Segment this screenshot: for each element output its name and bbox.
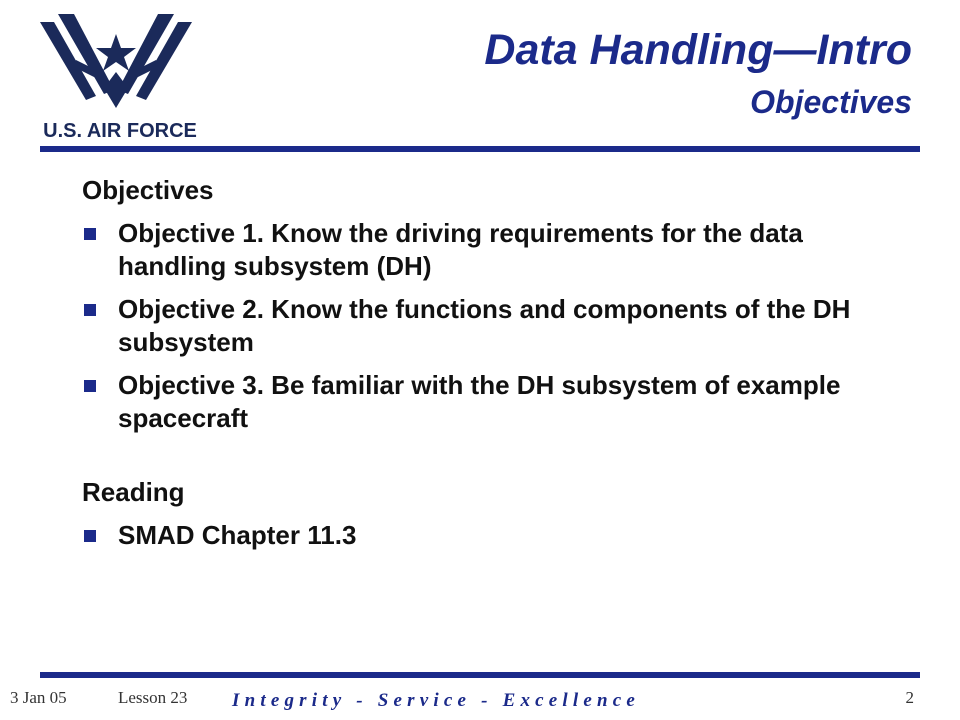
square-bullet-icon [84,304,96,316]
footer-divider [40,672,920,678]
slide-title: Data Handling—Intro [484,26,912,74]
square-bullet-icon [84,530,96,542]
footer-date: 3 Jan 05 [10,688,67,707]
bullet-text: Objective 2. Know the functions and components of the DH subsystem [118,294,851,357]
section-heading-objectives: Objectives [82,175,214,205]
section-heading-reading: Reading [82,477,185,507]
footer-lesson: Lesson 23 [118,688,188,707]
slide-subtitle: Objectives [750,84,912,120]
air-force-logo [36,8,196,142]
slide-body [82,174,892,552]
bullet-text: Objective 3. Be familiar with the DH subsystem of example spacecraft [118,370,841,433]
list-item [82,519,892,552]
air-force-wings-icon [36,8,196,120]
page-number: 2 [905,688,914,707]
air-force-wordmark: U.S. AIR FORCE [43,120,197,142]
list-item [82,369,892,435]
list-item [82,217,892,283]
bullet-text: Objective 1. Know the driving requirements for the data handling subsystem (DH) [118,218,803,281]
bullet-text: SMAD Chapter 11.3 [118,520,357,550]
square-bullet-icon [84,228,96,240]
list-item [82,293,892,359]
header-divider [40,146,920,152]
footer-motto: Integrity - Service - Excellence [232,690,641,711]
square-bullet-icon [84,380,96,392]
